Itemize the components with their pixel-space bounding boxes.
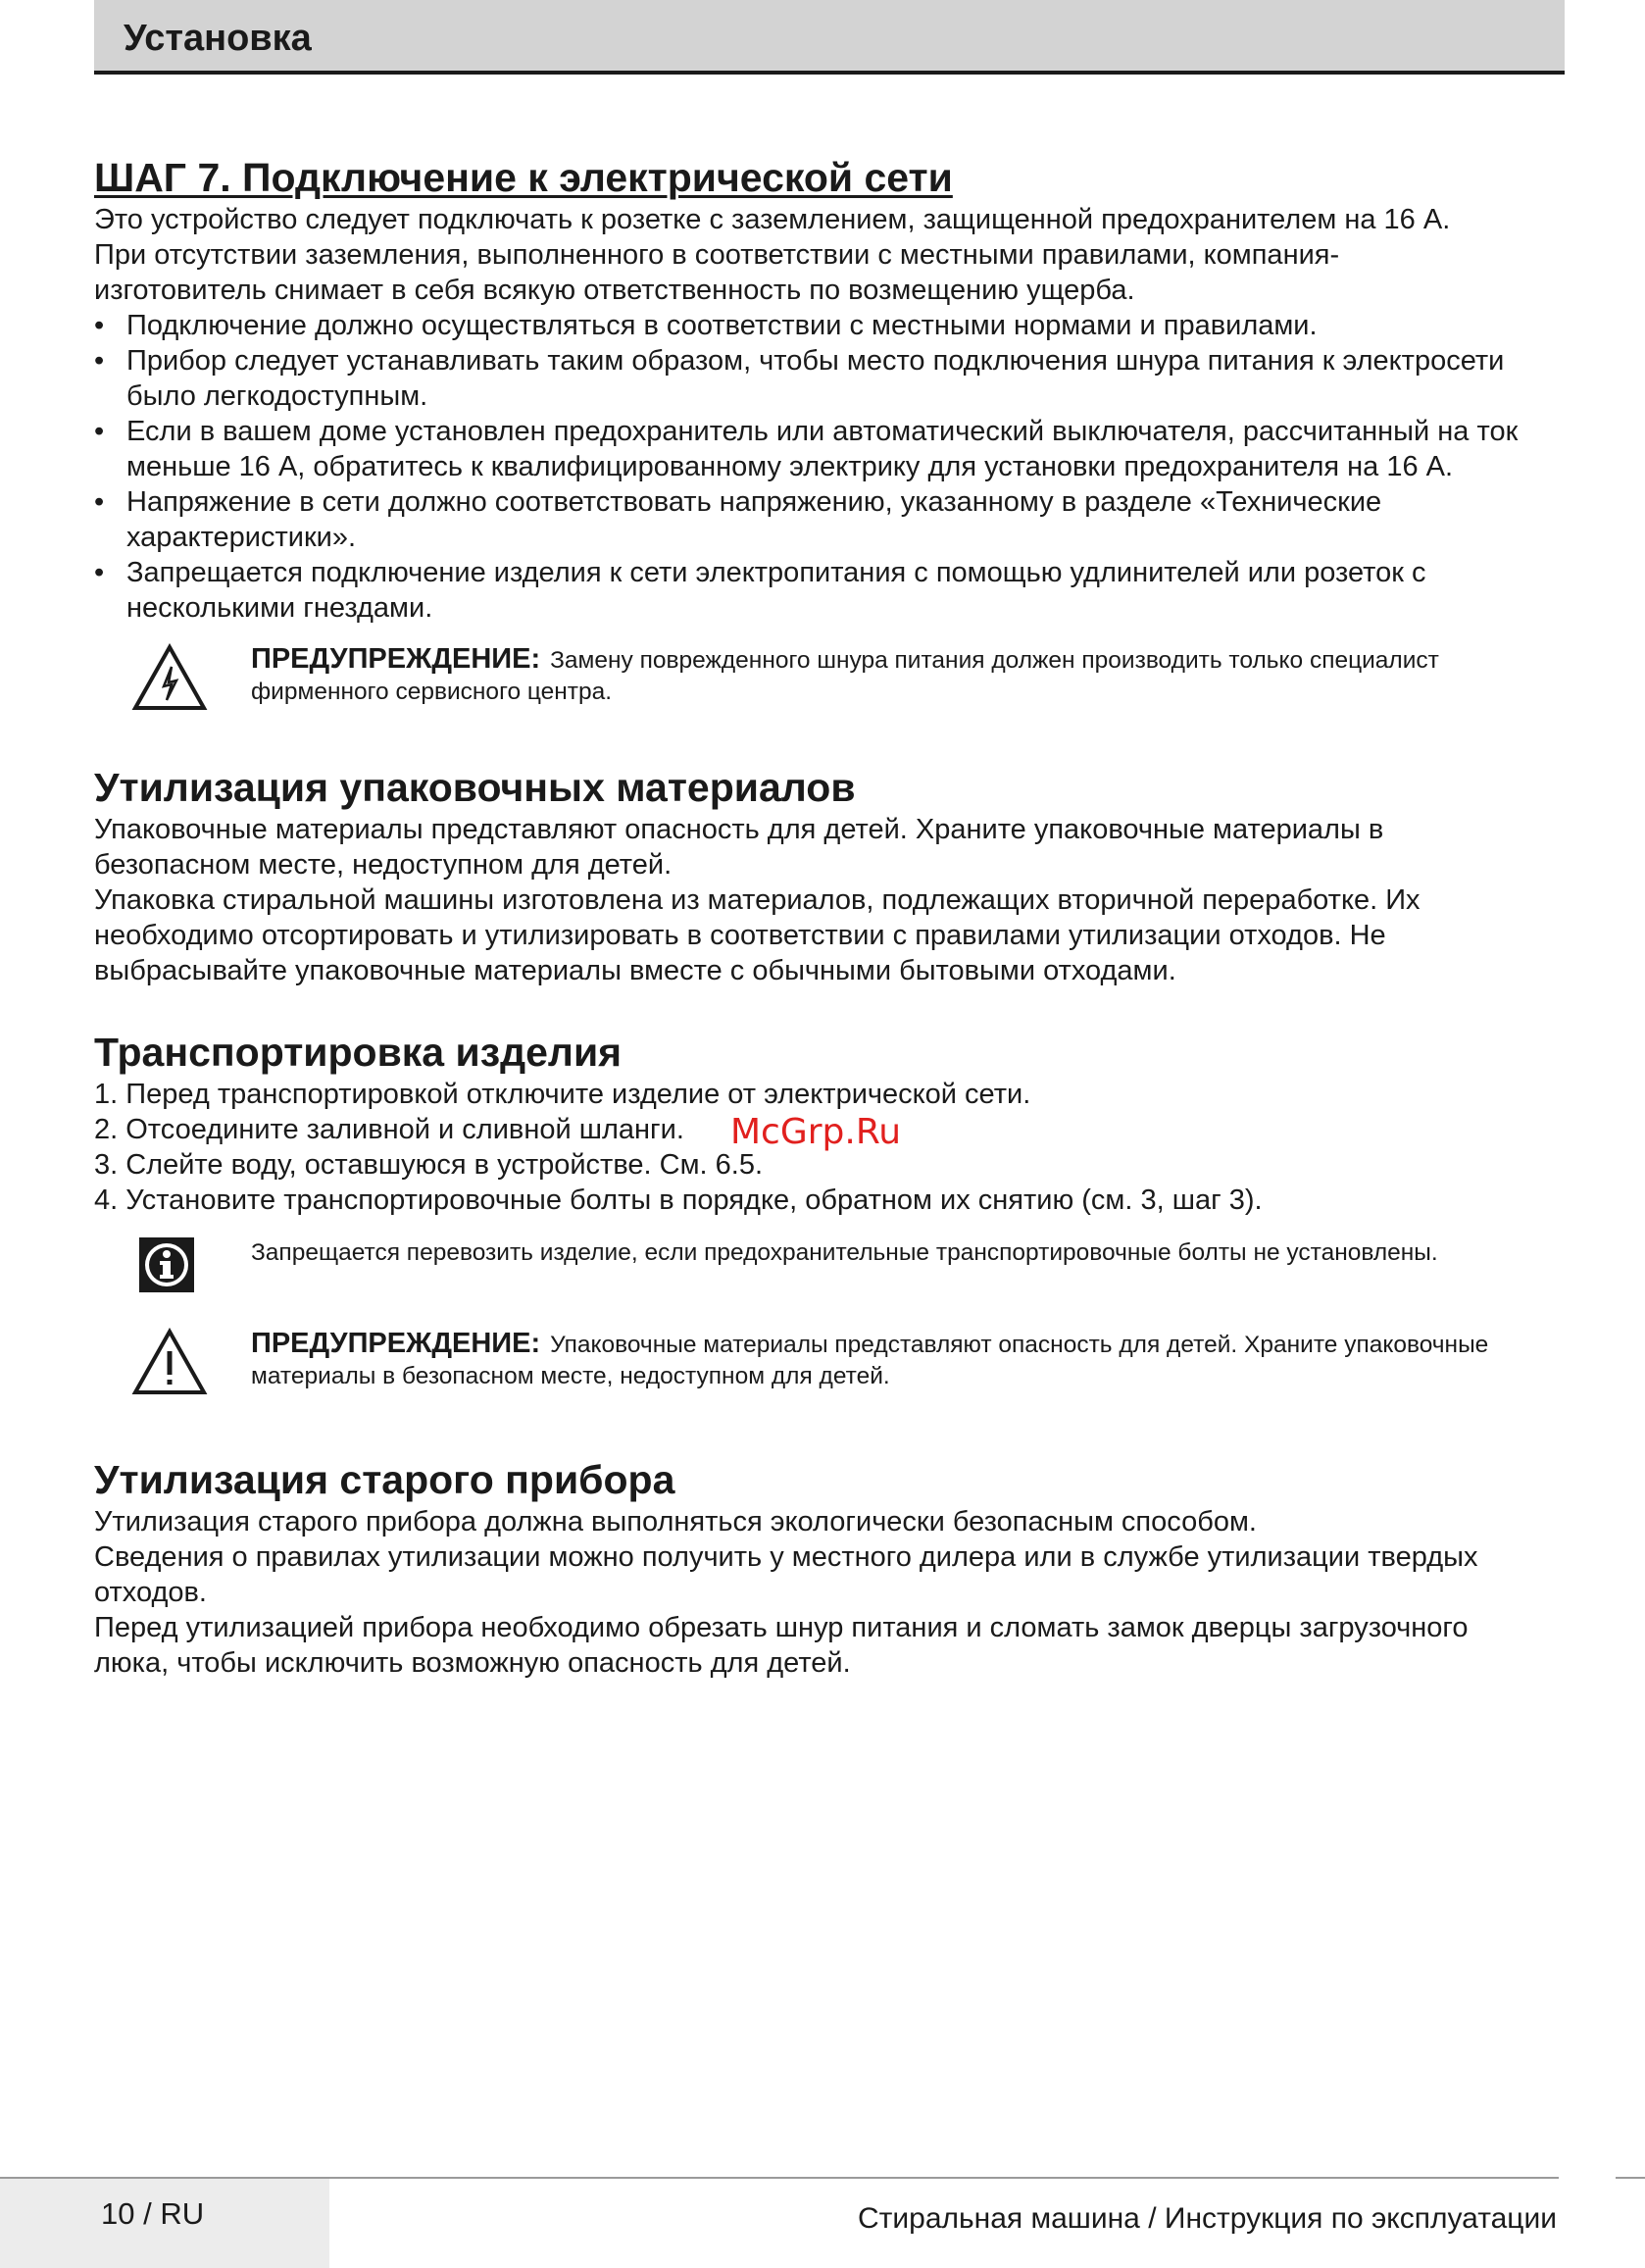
- transport-heading: Транспортировка изделия: [94, 1030, 623, 1075]
- warning-body: Упаковочные материалы представляют опасность для детей. Храните упаковочные материалы в безопасном месте, недоступном для детей.: [251, 1332, 1489, 1389]
- packaging-para-2: Упаковка стиральной машины изготовлена из материалов, подлежащих вторичной переработке. Их необходимо отсортировать и утилизировать в соответствии с правилами утилизации отходов. Не выбрасывайте упаковочные материалы вместе с обычными бытовыми отходами.: [94, 884, 1421, 986]
- list-item: • Прибор следует устанавливать таким образом, чтобы место подключения шнура питания к электросети было легкодоступным.: [94, 343, 1538, 414]
- transport-warning: [94, 1328, 1565, 1396]
- footer-divider-right: [1616, 2177, 1645, 2179]
- warning-body: Замену поврежденного шнура питания должен производить только специалист фирменного сервисного центра.: [251, 647, 1439, 705]
- step7-bullet-list: [94, 308, 1565, 626]
- watermark: McGrp.Ru: [730, 1112, 902, 1152]
- step7-heading: ШАГ 7. Подключение к электрической сети: [94, 155, 953, 200]
- list-item: 4. Установите транспортировочные болты в порядке, обратном их снятию (см. 3, шаг 3).: [94, 1184, 1263, 1216]
- transport-info: [94, 1237, 1565, 1292]
- old-device-heading: Утилизация старого прибора: [94, 1457, 675, 1502]
- section-packaging: [94, 763, 1565, 988]
- list-item: 1. Перед транспортировкой отключите изделие от электрической сети.: [94, 1079, 1031, 1110]
- warning-text: [251, 643, 1516, 708]
- page-number: 10 / RU: [101, 2196, 205, 2231]
- list-item: • Подключение должно осуществляться в соответствии с местными нормами и правилами.: [94, 308, 1565, 343]
- warning-label: ПРЕДУПРЕЖДЕНИЕ:: [251, 1328, 541, 1359]
- step7-intro: Это устройство следует подключать к розетке с заземлением, защищенной предохранителем на 16 А. При отсутствии заземления, выполненного в соответствии с местными правилами, компания-изготовитель снимает в себя всякую ответственность по возмещению ущерба.: [94, 204, 1451, 306]
- old-device-para-1: Утилизация старого прибора должна выполняться экологически безопасным способом.: [94, 1506, 1257, 1537]
- header-bar: [94, 0, 1565, 75]
- header-title: Установка: [124, 18, 312, 59]
- warning-label: ПРЕДУПРЕЖДЕНИЕ:: [251, 643, 541, 675]
- old-device-para-2: Сведения о правилах утилизации можно получить у местного дилера или в службе утилизации твердых отходов.: [94, 1541, 1478, 1608]
- list-item: 3. Слейте воду, оставшуюся в устройстве. См. 6.5.: [94, 1149, 764, 1181]
- info-icon: [94, 1237, 251, 1292]
- packaging-heading: Утилизация упаковочных материалов: [94, 765, 856, 810]
- list-item: • Напряжение в сети должно соответствовать напряжению, указанному в разделе «Технические характеристики».: [94, 484, 1565, 555]
- electric-hazard-icon: [94, 643, 251, 712]
- packaging-para-1: Упаковочные материалы представляют опасность для детей. Храните упаковочные материалы в безопасном месте, недоступном для детей.: [94, 814, 1384, 881]
- list-item: • Запрещается подключение изделия к сети электропитания с помощью удлинителей или розеток с несколькими гнездами.: [94, 555, 1538, 626]
- section-transport: [94, 1028, 1565, 1396]
- info-text: Запрещается перевозить изделие, если предохранительные транспортировочные болты не установлены.: [251, 1239, 1438, 1266]
- warning-exclamation-icon: [94, 1328, 251, 1396]
- step7-warning: [94, 643, 1565, 712]
- page-content: [94, 153, 1565, 1681]
- section-old-device: [94, 1455, 1565, 1681]
- footer-doc-title: Стиральная машина / Инструкция по эксплуатации: [857, 2202, 1557, 2235]
- old-device-para-3: Перед утилизацией прибора необходимо обрезать шнур питания и сломать замок дверцы загрузочного люка, чтобы исключить возможную опасность для детей.: [94, 1612, 1469, 1679]
- section-step7: [94, 153, 1565, 712]
- list-item: 2. Отсоедините заливной и сливной шланги.: [94, 1114, 684, 1145]
- list-item: • Если в вашем доме установлен предохранитель или автоматический выключателя, рассчитанный на ток меньше 16 А, обратитесь к квалифицированному электрику для установки предохранителя на 16 А.: [94, 414, 1565, 484]
- warning-text: [251, 1328, 1516, 1392]
